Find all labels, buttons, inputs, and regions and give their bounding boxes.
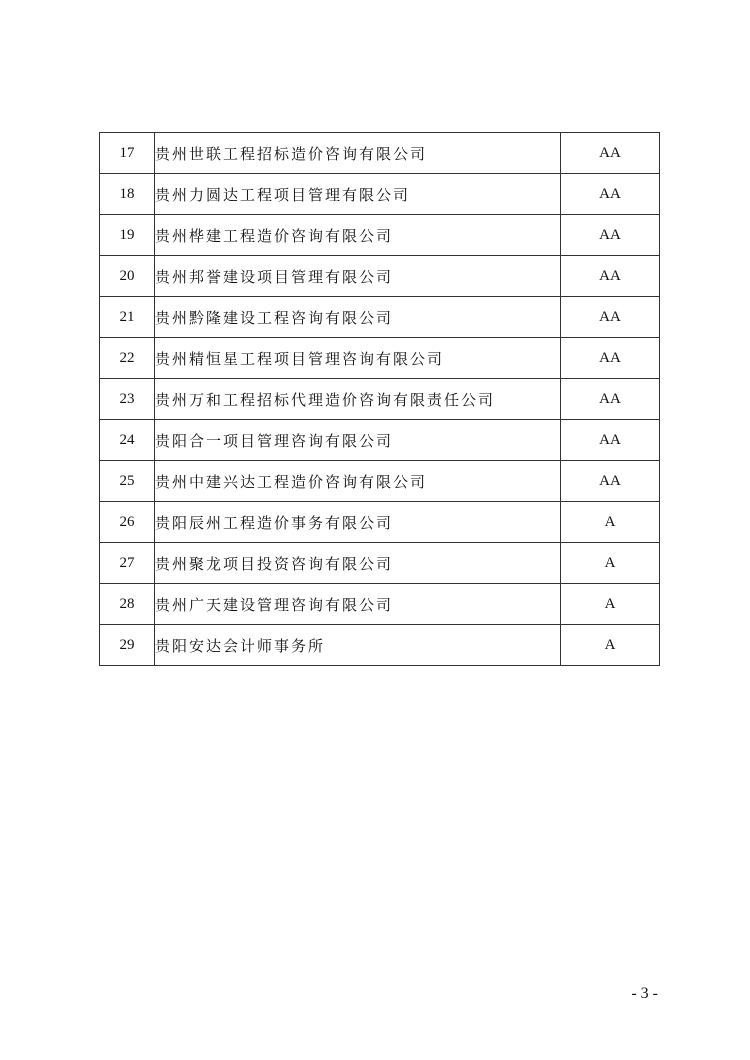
company-name: 贵州中建兴达工程造价咨询有限公司 (155, 461, 561, 502)
company-name: 贵阳辰州工程造价事务有限公司 (155, 502, 561, 543)
credit-grade: A (561, 502, 660, 543)
company-name: 贵州桦建工程造价咨询有限公司 (155, 215, 561, 256)
table-row (100, 215, 660, 256)
company-name: 贵州聚龙项目投资咨询有限公司 (155, 543, 561, 584)
table-row (100, 584, 660, 625)
row-number: 17 (100, 133, 155, 174)
company-name: 贵州力圆达工程项目管理有限公司 (155, 174, 561, 215)
credit-grade: AA (561, 420, 660, 461)
company-name: 贵州精恒星工程项目管理咨询有限公司 (155, 338, 561, 379)
credit-grade: AA (561, 338, 660, 379)
credit-grade: AA (561, 461, 660, 502)
credit-grade: AA (561, 379, 660, 420)
table-row (100, 625, 660, 666)
row-number: 27 (100, 543, 155, 584)
row-number: 26 (100, 502, 155, 543)
table-body (100, 133, 660, 666)
row-number: 20 (100, 256, 155, 297)
company-name: 贵州世联工程招标造价咨询有限公司 (155, 133, 561, 174)
credit-grade: A (561, 625, 660, 666)
page-number: - 3 - (631, 985, 658, 1002)
credit-grade: A (561, 543, 660, 584)
company-name: 贵阳安达会计师事务所 (155, 625, 561, 666)
table-row (100, 420, 660, 461)
row-number: 24 (100, 420, 155, 461)
credit-grade: A (561, 584, 660, 625)
company-name: 贵州万和工程招标代理造价咨询有限责任公司 (155, 379, 561, 420)
company-rating-table (99, 132, 660, 666)
table-row (100, 256, 660, 297)
credit-grade: AA (561, 256, 660, 297)
table-row (100, 174, 660, 215)
row-number: 21 (100, 297, 155, 338)
table-row (100, 502, 660, 543)
credit-grade: AA (561, 297, 660, 338)
credit-grade: AA (561, 174, 660, 215)
table-row (100, 461, 660, 502)
row-number: 19 (100, 215, 155, 256)
credit-grade: AA (561, 133, 660, 174)
table-row (100, 338, 660, 379)
row-number: 28 (100, 584, 155, 625)
table-row (100, 133, 660, 174)
row-number: 25 (100, 461, 155, 502)
table-row (100, 379, 660, 420)
row-number: 18 (100, 174, 155, 215)
table-row (100, 543, 660, 584)
company-name: 贵州广天建设管理咨询有限公司 (155, 584, 561, 625)
row-number: 22 (100, 338, 155, 379)
table-row (100, 297, 660, 338)
company-name: 贵阳合一项目管理咨询有限公司 (155, 420, 561, 461)
row-number: 29 (100, 625, 155, 666)
company-name: 贵州邦誉建设项目管理有限公司 (155, 256, 561, 297)
row-number: 23 (100, 379, 155, 420)
credit-grade: AA (561, 215, 660, 256)
company-name: 贵州黔隆建设工程咨询有限公司 (155, 297, 561, 338)
